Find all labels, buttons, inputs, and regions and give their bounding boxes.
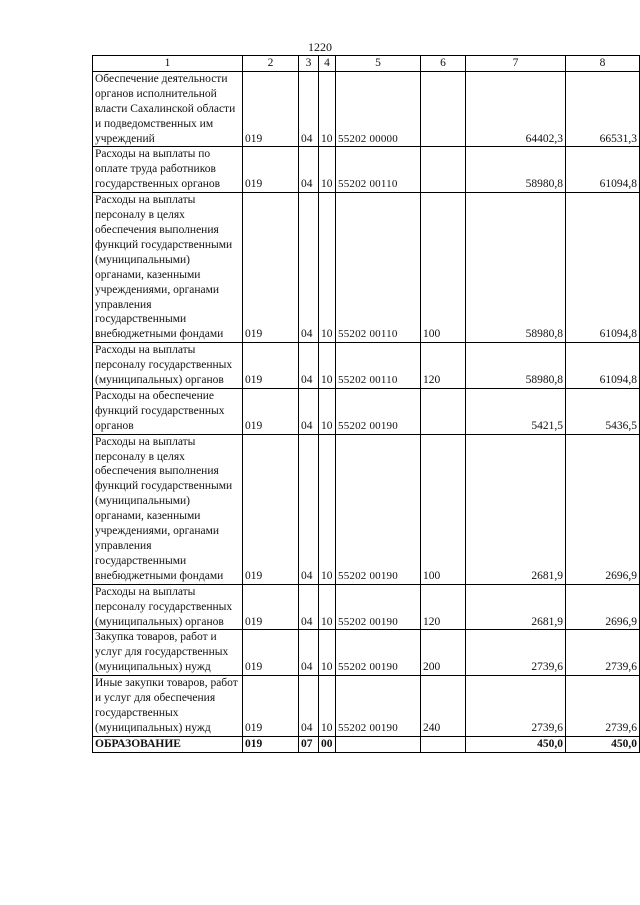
budget-table [92,55,640,753]
row-name-cell: Расходы на выплаты персоналу в целях обеспечения выполнения функций государственными (муниципальными) органами, казенными учреждениями, органами управления государственными внебюджетными фондами [93,193,243,343]
section-cell: 04 [299,676,319,737]
subsection-cell: 10 [319,71,336,147]
admin-code-cell: 019 [243,71,299,147]
subsection-cell: 10 [319,676,336,737]
amount-year1-cell: 2739,6 [466,676,566,737]
amount-year1-cell: 58980,8 [466,193,566,343]
expense-type-cell [421,388,466,434]
admin-code-cell: 019 [243,388,299,434]
column-header: 3 [299,56,319,72]
amount-year2-cell: 61094,8 [566,193,640,343]
section-cell: 04 [299,630,319,676]
section-cell: 07 [299,736,319,752]
subsection-cell: 10 [319,147,336,193]
expense-type-cell [421,736,466,752]
target-item-cell: 55202 00190 [336,388,421,434]
amount-year1-cell: 2681,9 [466,434,566,584]
column-header: 5 [336,56,421,72]
amount-year1-cell: 58980,8 [466,343,566,389]
table-row [93,343,640,389]
row-name-cell: Закупка товаров, работ и услуг для государственных (муниципальных) нужд [93,630,243,676]
table-row [93,147,640,193]
column-header: 6 [421,56,466,72]
admin-code-cell: 019 [243,434,299,584]
subsection-cell: 10 [319,434,336,584]
expense-type-cell: 200 [421,630,466,676]
section-cell: 04 [299,147,319,193]
table-row [93,736,640,752]
amount-year1-cell: 450,0 [466,736,566,752]
expense-type-cell: 120 [421,584,466,630]
subsection-cell: 10 [319,584,336,630]
amount-year2-cell: 61094,8 [566,147,640,193]
amount-year2-cell: 450,0 [566,736,640,752]
amount-year1-cell: 2681,9 [466,584,566,630]
amount-year2-cell: 2696,9 [566,584,640,630]
expense-type-cell: 100 [421,434,466,584]
amount-year2-cell: 5436,5 [566,388,640,434]
table-row [93,388,640,434]
admin-code-cell: 019 [243,676,299,737]
section-cell: 04 [299,193,319,343]
row-name-cell: Расходы на выплаты персоналу государственных (муниципальных) органов [93,343,243,389]
amount-year1-cell: 58980,8 [466,147,566,193]
row-name-cell: Расходы на выплаты персоналу в целях обеспечения выполнения функций государственными (муниципальными) органами, казенными учреждениями, органами управления государственными внебюджетными фондами [93,434,243,584]
target-item-cell: 55202 00190 [336,676,421,737]
section-cell: 04 [299,343,319,389]
target-item-cell: 55202 00190 [336,630,421,676]
expense-type-cell [421,147,466,193]
section-cell: 04 [299,434,319,584]
row-name-cell: Расходы на выплаты по оплате труда работников государственных органов [93,147,243,193]
amount-year2-cell: 2739,6 [566,676,640,737]
page-number: 1220 [308,40,332,54]
table-row [93,71,640,147]
section-cell: 04 [299,388,319,434]
admin-code-cell: 019 [243,193,299,343]
table-row [93,584,640,630]
table-row [93,676,640,737]
target-item-cell: 55202 00190 [336,434,421,584]
amount-year1-cell: 2739,6 [466,630,566,676]
column-header: 1 [93,56,243,72]
subsection-cell: 10 [319,388,336,434]
amount-year2-cell: 2696,9 [566,434,640,584]
table-row [93,434,640,584]
row-name-cell: Иные закупки товаров, работ и услуг для обеспечения государственных (муниципальных) нужд [93,676,243,737]
table-row [93,630,640,676]
table-row [93,193,640,343]
subsection-cell: 10 [319,193,336,343]
amount-year2-cell: 2739,6 [566,630,640,676]
expense-type-cell: 240 [421,676,466,737]
expense-type-cell: 120 [421,343,466,389]
section-cell: 04 [299,71,319,147]
amount-year2-cell: 61094,8 [566,343,640,389]
target-item-cell [336,736,421,752]
admin-code-cell: 019 [243,147,299,193]
section-cell: 04 [299,584,319,630]
target-item-cell: 55202 00190 [336,584,421,630]
amount-year2-cell: 66531,3 [566,71,640,147]
expense-type-cell [421,71,466,147]
amount-year1-cell: 64402,3 [466,71,566,147]
row-name-cell: Обеспечение деятельности органов исполнительной власти Сахалинской области и подведомственных им учреждений [93,71,243,147]
table-header-row [93,56,640,72]
target-item-cell: 55202 00110 [336,147,421,193]
column-header: 8 [566,56,640,72]
admin-code-cell: 019 [243,584,299,630]
expense-type-cell: 100 [421,193,466,343]
subsection-cell: 10 [319,630,336,676]
admin-code-cell: 019 [243,343,299,389]
column-header: 2 [243,56,299,72]
subsection-cell: 00 [319,736,336,752]
row-name-cell: ОБРАЗОВАНИЕ [93,736,243,752]
row-name-cell: Расходы на выплаты персоналу государственных (муниципальных) органов [93,584,243,630]
target-item-cell: 55202 00000 [336,71,421,147]
admin-code-cell: 019 [243,736,299,752]
subsection-cell: 10 [319,343,336,389]
row-name-cell: Расходы на обеспечение функций государственных органов [93,388,243,434]
target-item-cell: 55202 00110 [336,193,421,343]
admin-code-cell: 019 [243,630,299,676]
column-header: 7 [466,56,566,72]
amount-year1-cell: 5421,5 [466,388,566,434]
target-item-cell: 55202 00110 [336,343,421,389]
column-header: 4 [319,56,336,72]
